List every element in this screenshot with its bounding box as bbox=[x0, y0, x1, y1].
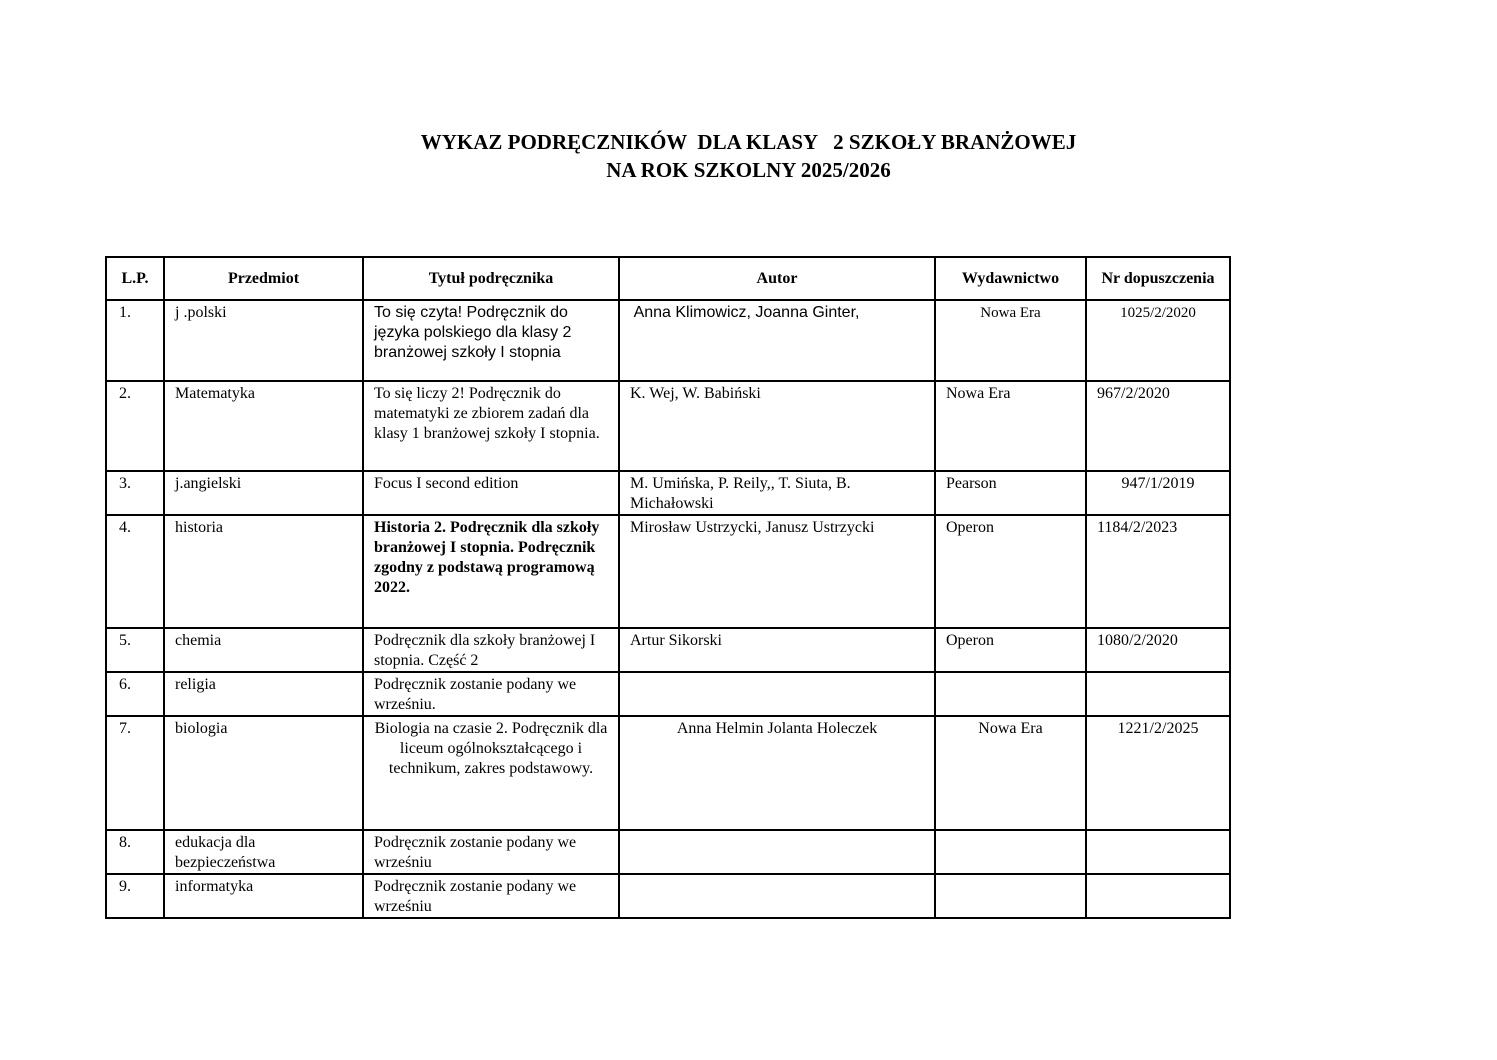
cell-wydawnictwo: Operon bbox=[935, 515, 1086, 628]
cell-przedmiot: chemia bbox=[164, 628, 363, 672]
cell-autor: Mirosław Ustrzycki, Janusz Ustrzycki bbox=[619, 515, 935, 628]
cell-przedmiot: j.angielski bbox=[164, 471, 363, 515]
cell-nr bbox=[1086, 672, 1230, 716]
cell-lp: 1. bbox=[106, 300, 164, 381]
cell-autor: K. Wej, W. Babiński bbox=[619, 381, 935, 471]
cell-wydawnictwo: Operon bbox=[935, 628, 1086, 672]
cell-tytul: Podręcznik dla szkoły branżowej I stopnia. Część 2 bbox=[363, 628, 619, 672]
header-przedmiot: Przedmiot bbox=[164, 257, 363, 300]
cell-lp: 8. bbox=[106, 830, 164, 874]
table-row bbox=[106, 628, 1230, 672]
cell-autor: Anna Helmin Jolanta Holeczek bbox=[619, 716, 935, 830]
cell-tytul: Podręcznik zostanie podany we wrześniu. bbox=[363, 672, 619, 716]
cell-wydawnictwo: Pearson bbox=[935, 471, 1086, 515]
cell-lp: 9. bbox=[106, 874, 164, 918]
cell-przedmiot: religia bbox=[164, 672, 363, 716]
cell-autor: Artur Sikorski bbox=[619, 628, 935, 672]
cell-nr bbox=[1086, 874, 1230, 918]
cell-nr bbox=[1086, 830, 1230, 874]
cell-przedmiot: edukacja dla bezpieczeństwa bbox=[164, 830, 363, 874]
table-row bbox=[106, 471, 1230, 515]
cell-przedmiot: informatyka bbox=[164, 874, 363, 918]
cell-wydawnictwo: Nowa Era bbox=[935, 381, 1086, 471]
header-nr: Nr dopuszczenia bbox=[1086, 257, 1230, 300]
table-row bbox=[106, 515, 1230, 628]
cell-nr: 1184/2/2023 bbox=[1086, 515, 1230, 628]
cell-autor: M. Umińska, P. Reily,, T. Siuta, B. Michałowski bbox=[619, 471, 935, 515]
cell-wydawnictwo bbox=[935, 874, 1086, 918]
cell-lp: 6. bbox=[106, 672, 164, 716]
table-row bbox=[106, 874, 1230, 918]
cell-przedmiot: j .polski bbox=[164, 300, 363, 381]
cell-nr: 1221/2/2025 bbox=[1086, 716, 1230, 830]
textbook-table bbox=[105, 256, 1231, 919]
cell-autor: Anna Klimowicz, Joanna Ginter, bbox=[619, 300, 935, 381]
cell-lp: 3. bbox=[106, 471, 164, 515]
table-row bbox=[106, 716, 1230, 830]
cell-tytul: Focus I second edition bbox=[363, 471, 619, 515]
cell-przedmiot: Matematyka bbox=[164, 381, 363, 471]
cell-tytul: To się czyta! Podręcznik do języka polskiego dla klasy 2 branżowej szkoły I stopnia bbox=[363, 300, 619, 381]
table-row bbox=[106, 672, 1230, 716]
cell-tytul: Historia 2. Podręcznik dla szkoły branżowej I stopnia. Podręcznik zgodny z podstawą programową 2022. bbox=[363, 515, 619, 628]
cell-wydawnictwo: Nowa Era bbox=[935, 716, 1086, 830]
header-autor: Autor bbox=[619, 257, 935, 300]
cell-lp: 2. bbox=[106, 381, 164, 471]
cell-przedmiot: historia bbox=[164, 515, 363, 628]
cell-nr: 1025/2/2020 bbox=[1086, 300, 1230, 381]
table-row bbox=[106, 381, 1230, 471]
cell-wydawnictwo bbox=[935, 830, 1086, 874]
cell-tytul: Podręcznik zostanie podany we wrześniu bbox=[363, 830, 619, 874]
cell-tytul: Podręcznik zostanie podany we wrześniu bbox=[363, 874, 619, 918]
cell-tytul: To się liczy 2! Podręcznik do matematyki ze zbiorem zadań dla klasy 1 branżowej szkoły I stopnia. bbox=[363, 381, 619, 471]
document-title-line-1: WYKAZ PODRĘCZNIKÓW DLA KLASY 2 SZKOŁY BRANŻOWEJ bbox=[420, 130, 1077, 154]
cell-nr: 967/2/2020 bbox=[1086, 381, 1230, 471]
table-row bbox=[106, 830, 1230, 874]
cell-autor bbox=[619, 672, 935, 716]
cell-lp: 5. bbox=[106, 628, 164, 672]
cell-nr: 1080/2/2020 bbox=[1086, 628, 1230, 672]
cell-lp: 4. bbox=[106, 515, 164, 628]
table-header-row bbox=[106, 257, 1230, 300]
header-lp: L.P. bbox=[106, 257, 164, 300]
cell-autor bbox=[619, 874, 935, 918]
cell-lp: 7. bbox=[106, 716, 164, 830]
cell-autor bbox=[619, 830, 935, 874]
cell-przedmiot: biologia bbox=[164, 716, 363, 830]
cell-tytul: Biologia na czasie 2. Podręcznik dla liceum ogólnokształcącego i technikum, zakres podstawowy. bbox=[363, 716, 619, 830]
cell-wydawnictwo bbox=[935, 672, 1086, 716]
header-tytul: Tytuł podręcznika bbox=[363, 257, 619, 300]
cell-wydawnictwo: Nowa Era bbox=[935, 300, 1086, 381]
table-row bbox=[106, 300, 1230, 381]
cell-nr: 947/1/2019 bbox=[1086, 471, 1230, 515]
header-wydawnictwo: Wydawnictwo bbox=[935, 257, 1086, 300]
document-title-line-2: NA ROK SZKOLNY 2025/2026 bbox=[606, 158, 891, 182]
